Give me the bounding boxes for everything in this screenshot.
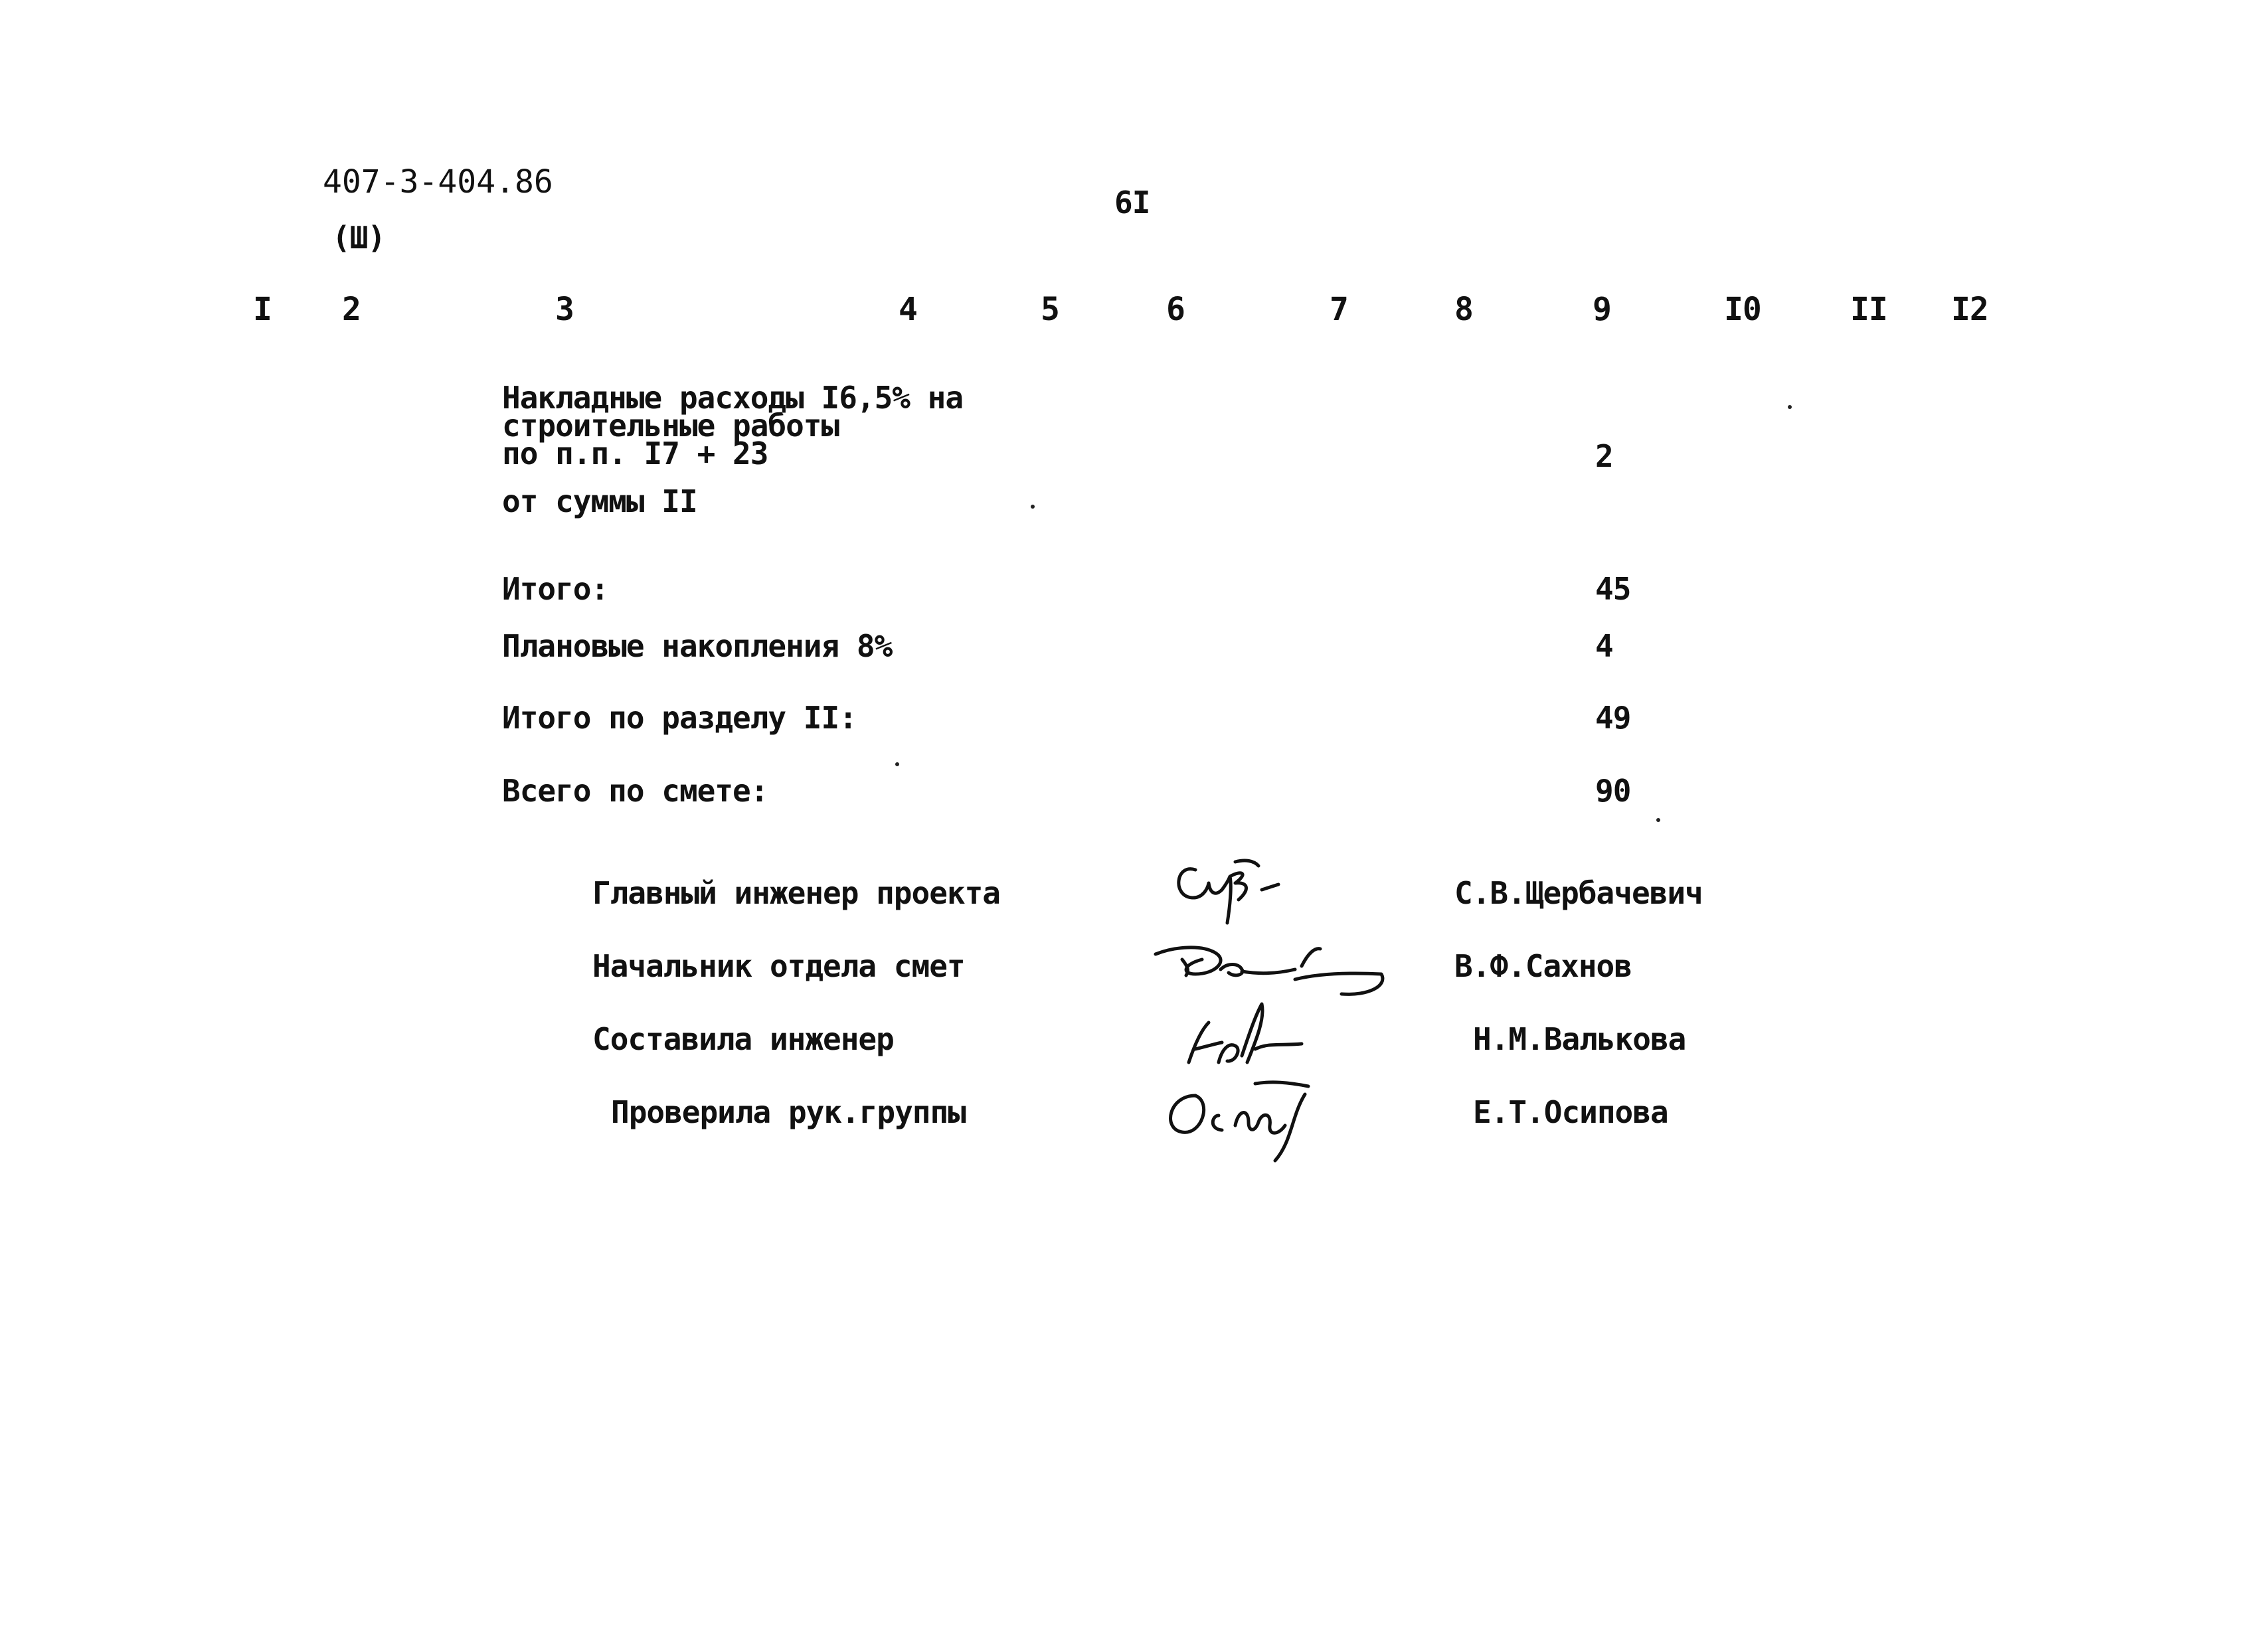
signature-name: Н.М.Валькова [1473, 1021, 1686, 1057]
overhead-label-extra: от суммы II [502, 483, 697, 519]
overhead-label-line: строительные работы [502, 408, 839, 444]
column-number: II [1850, 291, 1887, 328]
column-number: 4 [899, 291, 917, 328]
scan-speck [1656, 818, 1660, 822]
column-number: 8 [1454, 291, 1473, 328]
column-number: I [253, 291, 272, 328]
scan-speck [1788, 405, 1792, 409]
section-total-label: Итого по разделу II: [502, 700, 857, 736]
column-number: 3 [555, 291, 574, 328]
signature-role: Проверила рук.группы [611, 1094, 966, 1130]
signature-role: Начальник отдела смет [592, 948, 965, 984]
document-code: 407-3-404.86 [323, 163, 553, 201]
planned-savings-value: 4 [1595, 628, 1613, 664]
column-number: 5 [1041, 291, 1059, 328]
overhead-label [502, 380, 964, 471]
grand-total-value: 90 [1595, 773, 1631, 809]
column-number: 7 [1330, 291, 1348, 328]
signature-name: В.Ф.Сахнов [1454, 948, 1632, 984]
scan-speck [895, 762, 899, 766]
signature-role: Составила инженер [592, 1021, 894, 1057]
planned-savings-label: Плановые накопления 8% [502, 628, 893, 664]
column-number: I2 [1951, 291, 1988, 328]
overhead-label-line: по п.п. I7 + 23 [502, 436, 768, 471]
scan-speck [1031, 505, 1035, 509]
signature-name: Е.Т.Осипова [1473, 1094, 1668, 1130]
grand-total-label: Всего по смете: [502, 773, 768, 809]
subtotal-label: Итого: [502, 571, 609, 607]
column-number: 6 [1166, 291, 1185, 328]
column-number: 9 [1593, 291, 1611, 328]
overhead-value: 2 [1595, 438, 1613, 474]
volume-marker: (Ш) [332, 220, 386, 256]
column-number: I0 [1724, 291, 1761, 328]
column-number: 2 [342, 291, 361, 328]
signature-role: Главный инженер проекта [592, 875, 1000, 911]
handwritten-signature [1156, 1069, 1355, 1169]
handwritten-signature [1169, 843, 1355, 930]
overhead-label-line: Накладные расходы I6,5% на [502, 380, 964, 416]
subtotal-value: 45 [1595, 571, 1631, 607]
section-total-value: 49 [1595, 700, 1631, 736]
signature-name: С.В.Щербачевич [1454, 875, 1703, 911]
page-number: 6I [1114, 185, 1150, 220]
